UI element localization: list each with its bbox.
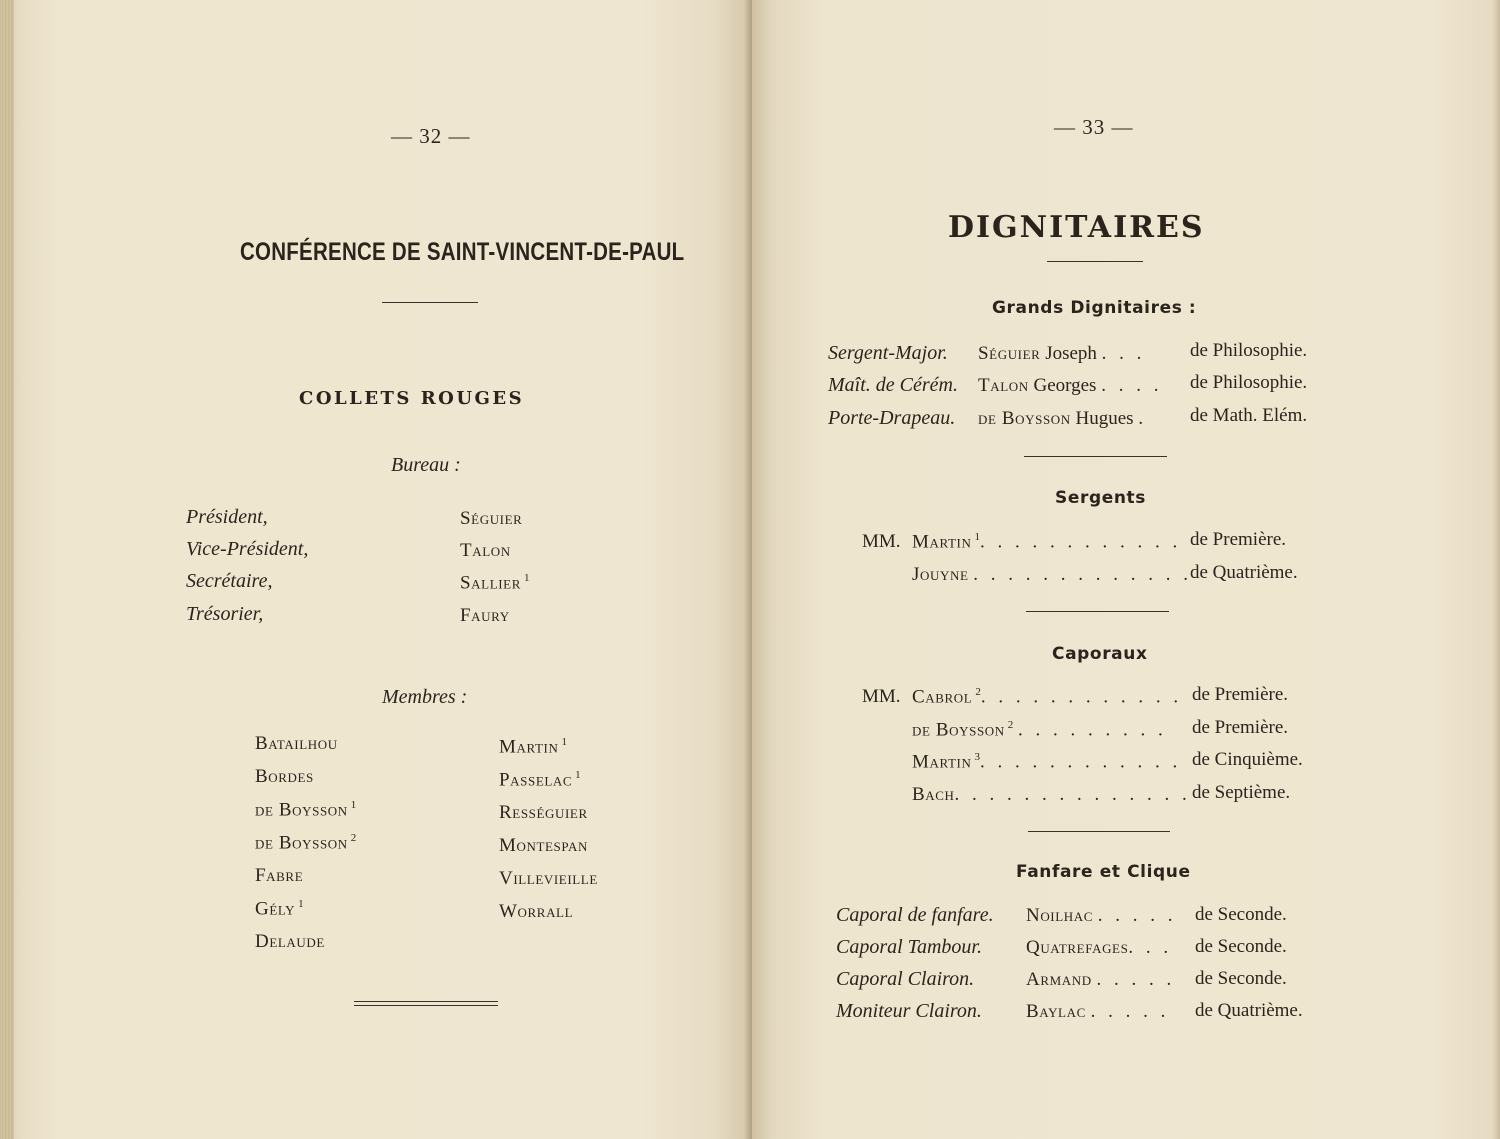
member-name: Passelac $^1$ xyxy=(499,769,582,791)
member-name: Worrall xyxy=(499,901,574,922)
section-rule xyxy=(1026,611,1169,612)
fanfare-heading: Fanfare et Clique xyxy=(1016,862,1191,882)
bureau-name: Sallier $^1$ xyxy=(460,572,531,594)
dignitary-row: Sergent-Major. Séguier Joseph . . . xyxy=(828,342,1146,364)
bureau-role: Secrétaire, xyxy=(186,570,273,592)
fanfare-row: Caporal Tambour. Quatrefages. . . xyxy=(836,936,1173,958)
left-page-number: — 32 — xyxy=(391,124,471,148)
member-name: Gély $^1$ xyxy=(255,898,305,920)
bureau-name: Faury xyxy=(460,605,510,626)
right-page xyxy=(752,0,1500,1139)
caporal-row: Martin $^3$. . . . . . . . . . . . xyxy=(912,751,1182,773)
member-name: Montespan xyxy=(499,835,588,856)
bureau-name: Séguier xyxy=(460,508,523,529)
fanfare-row: Moniteur Clairon. Baylac . . . . . xyxy=(836,1000,1170,1022)
title-rule xyxy=(1047,261,1143,262)
member-name: de Boysson $^2$ xyxy=(255,832,357,854)
member-name: Rességuier xyxy=(499,802,588,823)
dignitary-row: Maît. de Cérém. Talon Georges . . . . xyxy=(828,374,1163,396)
dignitary-class: de Philosophie. xyxy=(1190,340,1308,361)
dignitary-class: de Math. Elém. xyxy=(1190,405,1308,426)
dignitaires-title: DIGNITAIRES xyxy=(948,210,1205,245)
bureau-role: Président, xyxy=(186,506,268,528)
member-name: Villevieille xyxy=(499,868,598,889)
member-name: de Boysson $^1$ xyxy=(255,799,357,821)
right-page-number: — 33 — xyxy=(1054,115,1134,139)
member-name: Batailhou xyxy=(255,733,338,754)
bureau-name: Talon xyxy=(460,540,511,561)
caporal-row: MM. Cabrol $^2$. . . . . . . . . . . . xyxy=(862,686,1183,708)
bureau-role: Vice-Président, xyxy=(186,538,309,560)
sergent-row: Jouyne . . . . . . . . . . . . . xyxy=(912,564,1192,585)
membres-heading: Membres : xyxy=(382,686,468,708)
closing-double-rule xyxy=(354,1001,498,1006)
fanfare-class: de Seconde. xyxy=(1195,936,1287,957)
member-name: Bordes xyxy=(255,766,314,787)
page-edge-strip xyxy=(0,0,14,1139)
caporal-class: de Septième. xyxy=(1192,782,1291,803)
member-name: Fabre xyxy=(255,865,304,886)
sergent-class: de Quatrième. xyxy=(1190,562,1298,583)
fanfare-row: Caporal Clairon. Armand . . . . . xyxy=(836,968,1176,990)
section-rule xyxy=(1024,456,1167,457)
fanfare-class: de Seconde. xyxy=(1195,904,1287,925)
dignitary-row: Porte-Drapeau. de Boysson Hugues . xyxy=(828,407,1148,429)
caporal-row: Bach. . . . . . . . . . . . . . xyxy=(912,784,1191,805)
bureau-heading: Bureau : xyxy=(391,454,461,476)
caporaux-heading: Caporaux xyxy=(1052,644,1148,664)
sergent-class: de Première. xyxy=(1190,529,1287,550)
bureau-role: Trésorier, xyxy=(186,603,264,625)
member-name: Delaude xyxy=(255,931,325,952)
grands-dignitaires-heading: Grands Dignitaires : xyxy=(992,298,1197,318)
collets-rouges-heading: COLLETS ROUGES xyxy=(299,388,525,409)
member-name: Martin $^1$ xyxy=(499,736,568,758)
caporal-class: de Première. xyxy=(1192,717,1289,738)
fanfare-class: de Quatrième. xyxy=(1195,1000,1303,1021)
fanfare-row: Caporal de fanfare. Noilhac . . . . . xyxy=(836,904,1177,926)
section-rule xyxy=(1028,831,1170,832)
dignitary-class: de Philosophie. xyxy=(1190,372,1308,393)
caporal-row: de Boysson $^2$ . . . . . . . . . xyxy=(912,719,1167,741)
caporal-class: de Cinquième. xyxy=(1192,749,1303,770)
conference-title: CONFÉRENCE DE SAINT-VINCENT-DE-PAUL xyxy=(240,238,685,266)
title-rule xyxy=(382,302,478,303)
sergent-row: MM. Martin $^1$. . . . . . . . . . . . xyxy=(862,531,1182,553)
caporal-class: de Première. xyxy=(1192,684,1289,705)
fanfare-class: de Seconde. xyxy=(1195,968,1287,989)
sergents-heading: Sergents xyxy=(1055,488,1147,508)
